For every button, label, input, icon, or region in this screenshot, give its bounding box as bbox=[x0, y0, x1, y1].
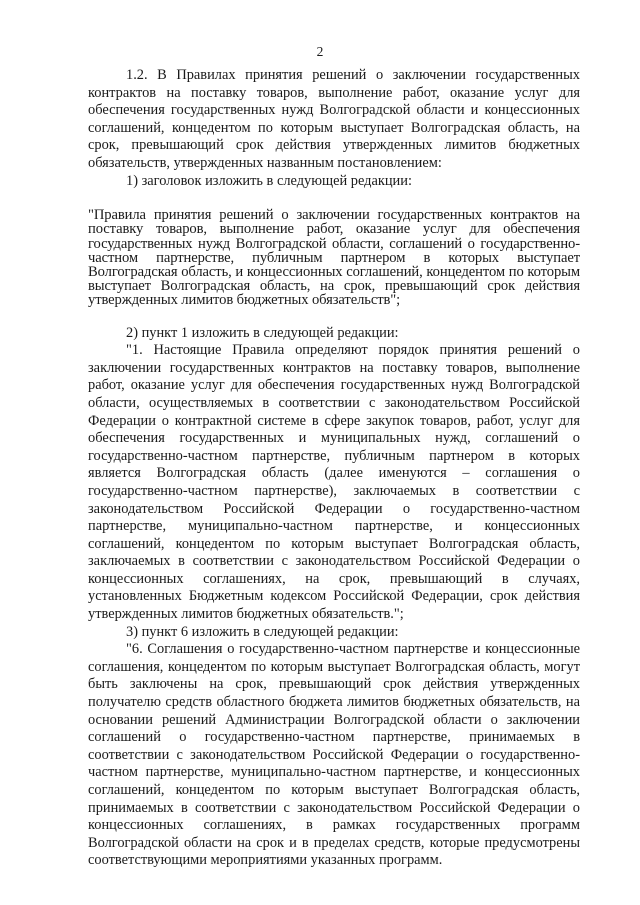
document-body bbox=[88, 67, 580, 870]
item-2-intro: 2) пункт 1 изложить в следующей редакции: bbox=[126, 324, 399, 341]
item-3-text: "6. Соглашения о государственно-частном партнерстве и концессионные соглашения, концедентом по которым выступает Волгоградская область, могут быть заключены на срок, превышающий срок действия утвержденных получателю средств областного бюджета лимитов бюджетных обязательств, на основании решений Администрации Волгоградской области о заключении соглашений о государственно-частном партнерстве, принимаемых в соответствии с законодательством Российской Федерации о государственно-частном партнерстве, муниципально-частном партнерстве, и концессионных соглашений, концедентом по которым выступает Волгоградская область, принимаемых в соответствии с законодательством Российской Федерации о концессионных соглашениях, в рамках государственных программ Волгоградской области на срок и в пределах средств, которые предусмотрены соответствующими мероприятиями указанных программ. bbox=[88, 641, 580, 869]
paragraph-1-2: 1.2. В Правилах принятия решений о заключении государственных контрактов на поставку товаров, выполнение работ, оказание услуг для обеспечения государственных нужд Волгоградской области и концессионных соглашений, концедентом по которым выступает Волгоградская область, на срок, превышающий срок действия утвержденных лимитов бюджетных обязательств, утвержденных названным постановлением: bbox=[88, 67, 580, 171]
item-2-text: "1. Настоящие Правила определяют порядок принятия решений о заключении государственных контрактов на поставку товаров, выполнение работ, оказание услуг для обеспечения государственных нужд Волгоградской области, осуществляемых в соответствии с законодательством Российской Федерации о контрактной системе в сфере закупок товаров, работ, услуг для обеспечения государственных и муниципальных нужд, соглашений о государственно-частном партнерстве, публичным партнером в которых является Волгоградская область (далее именуются – соглашения о государственно-частном партнерстве), заключаемых в соответствии с законодательством Российской Федерации о государственно-частном партнерстве, муниципально-частном партнерстве, и концессионных соглашений, концедентом по которым выступает Волгоградская область, заключаемых в соответствии с законодательством Российской Федерации о концессионных соглашениях, на срок, превышающий в случаях, установленных Бюджетным кодексом Российской Федерации, срок действия утвержденных лимитов бюджетных обязательств."; bbox=[88, 342, 580, 623]
item-1-intro: 1) заголовок изложить в следующей редакции: bbox=[126, 172, 412, 189]
page-number: 2 bbox=[316, 44, 324, 59]
item-3-intro: 3) пункт 6 изложить в следующей редакции: bbox=[126, 623, 399, 640]
item-1-quote: "Правила принятия решений о заключении государственных контрактов на поставку товаров, выполнение работ, оказание услуг для обеспечения государственных нужд Волгоградской области, соглашений о государственно-частном партнерстве, публичным партнером в которых выступает Волгоградская область, и концессионных соглашений, концедентом по которым выступает Волгоградская область, на срок, превышающий срок действия утвержденных лимитов бюджетных обязательств"; bbox=[88, 207, 580, 309]
